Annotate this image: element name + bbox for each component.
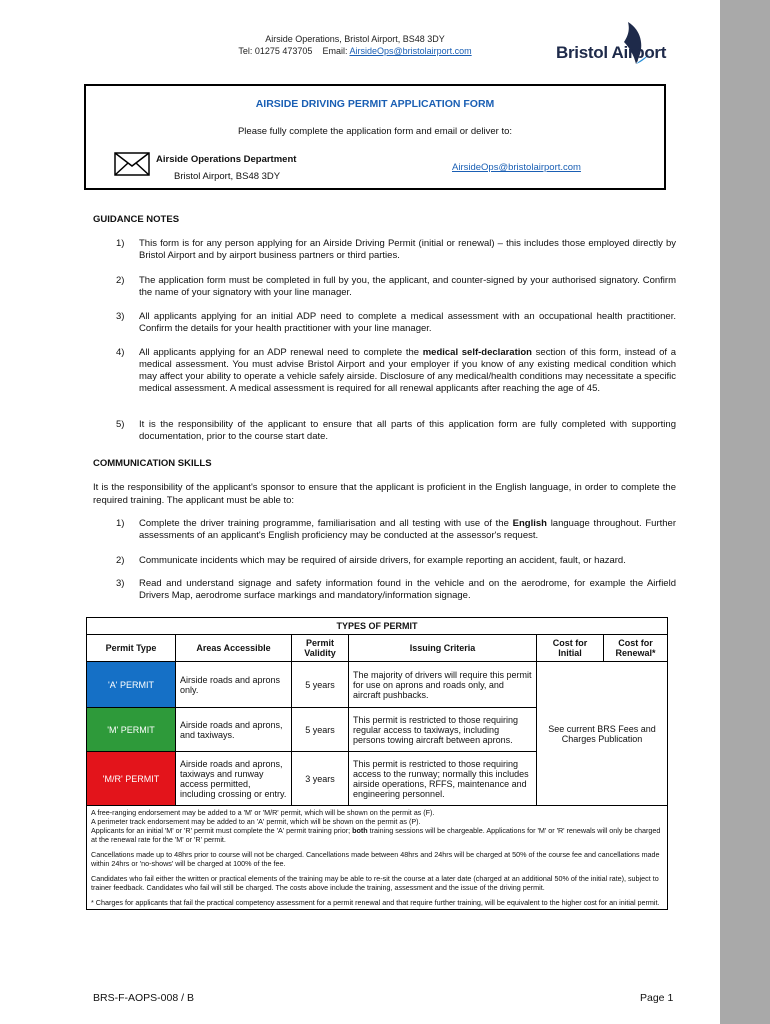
note-initial-a: Applicants for an initial 'M' or 'R' permit must complete the 'A' permit training prior; [91, 826, 353, 835]
guidance-num-3: 3) [116, 311, 125, 322]
application-info-box [84, 84, 666, 190]
header-criteria: Issuing Criteria [349, 635, 537, 662]
page-number: Page 1 [640, 992, 674, 1004]
bristol-airport-logo [556, 20, 684, 68]
table-title: TYPES OF PERMIT [87, 618, 668, 635]
guidance-text-4 [139, 347, 676, 395]
table-header-row [87, 635, 668, 662]
header-tel: Tel: 01275 473705 [238, 46, 313, 56]
header-address: Airside Operations, Bristol Airport, BS48 3DY [265, 34, 445, 44]
header-email-link[interactable]: AirsideOps@bristolairport.com [349, 46, 472, 56]
communication-heading: COMMUNICATION SKILLS [93, 458, 212, 469]
header-permit-type: Permit Type [87, 635, 176, 662]
communication-text-3: Read and understand signage and safety information found in the vehicle and on the aerodrome, for example the Airfield Drivers Map, aerodrome surface markings and mandatory/information signage. [139, 578, 676, 601]
communication-num-2: 2) [116, 555, 125, 566]
note-initial-b: training sessions will be chargeable. Applications for 'M' or 'R' renewals will only be charged at the renewal rate for the 'M' or 'R' permit. [91, 826, 661, 844]
communication-intro: It is the responsibility of the applicant's sponsor to ensure that the applicant is proficient in the English language, in order to complete the required training. The applicant must be able to: [93, 482, 676, 506]
viewer-scrollbar[interactable] [720, 0, 770, 1024]
department-name: Airside Operations Department [156, 154, 297, 165]
department-email-link[interactable]: AirsideOps@bristolairport.com [452, 162, 581, 173]
criteria-m: This permit is restricted to those requiring regular access to taxiways, including persons towing aircraft between aprons. [349, 708, 537, 752]
communication-num-1: 1) [116, 518, 125, 529]
guidance-text-3: All applicants applying for an initial ADP need to complete a medical assessment with an occupational health practitioner. Confirm the details for your health practitioner with your line manager. [139, 311, 676, 334]
communication-text-1-a: Complete the driver training programme, familiarisation and all testing with use of the [139, 518, 513, 529]
header-address-block [215, 33, 495, 57]
form-title: AIRSIDE DRIVING PERMIT APPLICATION FORM [255, 98, 495, 110]
english-emphasis: English [512, 518, 547, 529]
document-reference: BRS-F-AOPS-008 / B [93, 992, 194, 1004]
guidance-text-4-b: section of this form, instead of a medical assessment. You must advise Bristol Airport and your employer if you know of any existing medical condition which may affect your ability to operate a vehicle safely airside. Disclosure of any medical/health conditions may necessitate a specific medical assessment. A medical assessment is required for all renewal applicants after reaching the age of 45. [139, 347, 677, 394]
note-renewal-charges: * Charges for applicants that fail the practical competency assessment for a permit renewal and that require further training, will be equivalent to the higher cost for an initial permit. [91, 898, 660, 907]
table-row [87, 662, 668, 708]
header-cost-renewal: Cost for Renewal* [604, 635, 668, 662]
guidance-text-4-a: All applicants applying for an ADP renewal need to complete the [139, 347, 423, 358]
communication-text-1-b: language throughout. Further assessments of an applicant's English proficiency may be conducted at the assessor's request. [139, 518, 676, 541]
note-resit: Candidates who fail either the written or practical elements of the training may be able to re-sit the course at a later date (charged at an additional 50% of the initial rate), subject to trainer feedback. Candidates who fail will still be charged. The costs above include the training, assessment and the issue of the driving permit. [91, 874, 659, 892]
header-areas: Areas Accessible [176, 635, 292, 662]
note-free-ranging: A free-ranging endorsement may be added to a 'M' or 'M/R' permit, which will be shown on the permit as (F). [91, 808, 435, 817]
guidance-num-5: 5) [116, 419, 125, 430]
guidance-text-1: This form is for any person applying for an Airside Driving Permit (initial or renewal) – this includes those employed directly by Bristol Airport and by airport business partners or third parties. [139, 238, 676, 261]
communication-num-3: 3) [116, 578, 125, 589]
areas-m: Airside roads and aprons, and taxiways. [176, 708, 292, 752]
communication-text-2: Communicate incidents which may be required of airside drivers, for example reporting an accident, fault, or hazard. [139, 555, 626, 566]
guidance-num-1: 1) [116, 238, 125, 249]
guidance-num-4: 4) [116, 347, 125, 358]
guidance-text-5: It is the responsibility of the applicant to ensure that all parts of this application form are fully completed with supporting documentation, prior to the course start date. [139, 419, 676, 442]
department-address: Bristol Airport, BS48 3DY [174, 171, 281, 182]
guidance-num-2: 2) [116, 275, 125, 286]
envelope-icon [114, 152, 150, 176]
medical-self-declaration-emphasis: medical self-declaration [422, 347, 532, 358]
areas-a: Airside roads and aprons only. [176, 662, 292, 708]
header-cost-initial: Cost for Initial [537, 635, 604, 662]
note-cancellations: Cancellations made up to 48hrs prior to course will not be charged. Cancellations made between 48hrs and 24hrs will be charged at 50% of the course fee and cancellations made within 24hrs or 'no-shows' will be charged at 100% of the fee. [91, 850, 660, 868]
validity-m: 5 years [292, 708, 349, 752]
validity-mr: 3 years [292, 752, 349, 806]
communication-text-1 [139, 518, 676, 542]
permit-type-m: 'M' PERMIT [87, 708, 176, 752]
note-initial-both: both [352, 826, 368, 835]
form-instruction: Please fully complete the application form and email or deliver to: [237, 126, 513, 137]
note-initial-permits [91, 826, 663, 844]
header-contact [215, 45, 495, 57]
permit-types-table [86, 617, 668, 910]
cost-note: See current BRS Fees and Charges Publication [537, 662, 668, 806]
note-perimeter: A perimeter track endorsement may be added to an 'A' permit, which will be shown on the permit as (P). [91, 817, 421, 826]
permit-type-a: 'A' PERMIT [87, 662, 176, 708]
criteria-a: The majority of drivers will require this permit for use on aprons and roads only, and aircraft pushbacks. [349, 662, 537, 708]
header-validity: Permit Validity [292, 635, 349, 662]
areas-mr: Airside roads and aprons, taxiways and runway access permitted, including crossing or entry. [176, 752, 292, 806]
guidance-text-2: The application form must be completed in full by you, the applicant, and counter-signed by your authorised signatory. Confirm the name of your signatory with your line manager. [139, 275, 676, 298]
logo-text: Bristol Airport [556, 43, 667, 62]
validity-a: 5 years [292, 662, 349, 708]
guidance-heading: GUIDANCE NOTES [93, 214, 180, 225]
table-notes [87, 806, 668, 910]
criteria-mr: This permit is restricted to those requiring access to the runway; normally this includes airside operations, RFFS, maintenance and engineering personnel. [349, 752, 537, 806]
header-email-label: Email: [322, 46, 348, 56]
permit-type-mr: 'M/R' PERMIT [87, 752, 176, 806]
